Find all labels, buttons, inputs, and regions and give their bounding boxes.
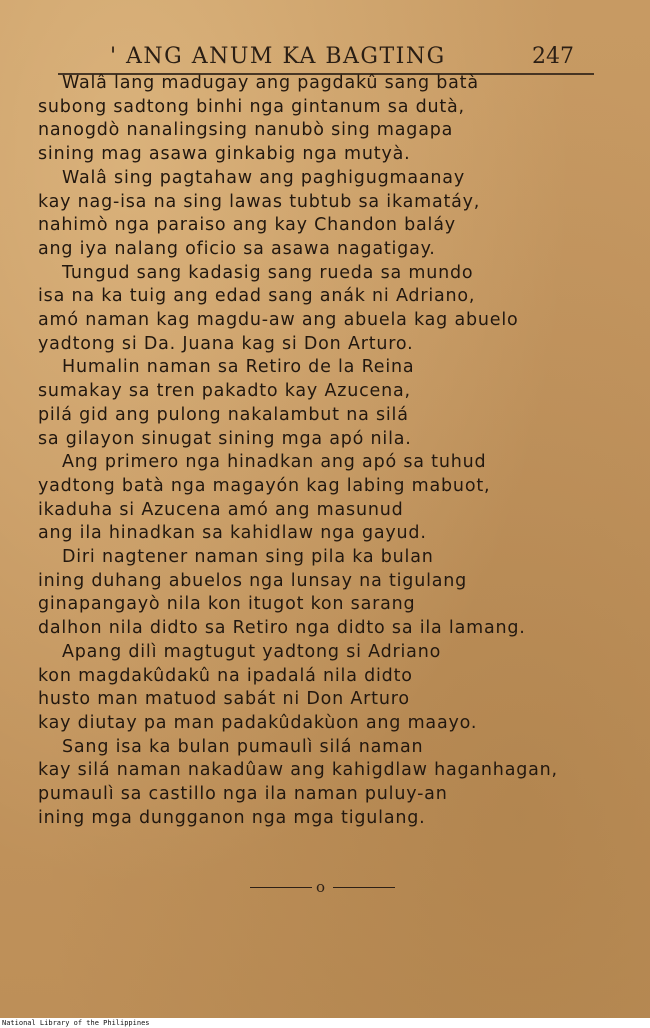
running-head: ' ANG ANUM KA BAGTING [110,44,446,69]
text-line: pilá gid ang pulong nakalambut na silá [38,404,409,425]
ornament-rule-left [250,887,312,888]
text-line: kon magdakûdakû na ipadalá nila didto [38,665,413,686]
text-line: sumakay sa tren pakadto kay Azucena, [38,381,411,402]
text-line: Tungud sang kadasig sang rueda sa mundo [62,262,474,283]
ornament-center-mark: o [316,878,326,896]
text-line: yadtong batà nga magayón kag labing mabuot, [38,475,491,496]
text-line: Ang primero nga hinadkan ang apó sa tuhud [62,452,487,473]
text-line: dalhon nila didto sa Retiro nga didto sa ila lamang. [38,618,526,639]
text-line: Diri nagtener naman sing pila ka bulan [62,547,434,568]
text-line: ang iya nalang oficio sa asawa nagatigay. [38,238,436,259]
text-line: ining duhang abuelos nga lunsay na tigulang [38,570,468,591]
text-line: ining mga dungganon nga mga tigulang. [38,807,426,828]
text-line: ginapangayò nila kon itugot kon sarang [38,594,416,615]
text-line: Sang isa ka bulan pumaulì silá naman [62,736,424,757]
page-number: 247 [532,44,574,69]
footer-bar [0,1018,650,1028]
footer-credit: National Library of the Philippines [2,1019,150,1027]
text-line: Humalin naman sa Retiro de la Reina [62,357,415,378]
text-line: kay diutay pa man padakûdakùon ang maayo. [38,712,478,733]
text-line: ikaduha si Azucena amó ang masunud [38,499,404,520]
text-line: kay nag-isa na sing lawas tubtub sa ikamatáy, [38,191,481,212]
text-line: nanogdò nanalingsing nanubò sing magapa [38,120,454,141]
text-line: sa gilayon sinugat sining mga apó nila. [38,428,412,449]
text-line: subong sadtong binhi nga gintanum sa dutà, [38,96,465,117]
text-line: Apang dilì magtugut yadtong si Adriano [62,641,442,662]
text-line: amó naman kag magdu-aw ang abuela kag abuelo [38,310,519,331]
text-line: pumaulì sa castillo nga ila naman puluy-an [38,784,448,805]
text-line: yadtong si Da. Juana kag si Don Arturo. [38,333,414,354]
end-ornament [250,878,395,898]
text-line: kay silá naman nakadûaw ang kahigdlaw haganhagan, [38,760,558,781]
text-line: Walâ lang madugay ang pagdakû sang batà [62,73,479,93]
poem-text [38,72,628,831]
text-line: ang ila hinadkan sa kahidlaw nga gayud. [38,523,427,544]
page-header [104,44,574,74]
text-line: nahimò nga paraiso ang kay Chandon baláy [38,215,456,236]
ornament-rule-right [333,887,395,888]
text-line: Walâ sing pagtahaw ang paghigugmaanay [62,167,465,188]
text-line: sining mag asawa ginkabig nga mutyà. [38,144,411,165]
text-line: isa na ka tuig ang edad sang anák ni Adriano, [38,286,476,307]
text-line: husto man matuod sabát ni Don Arturo [38,689,410,710]
